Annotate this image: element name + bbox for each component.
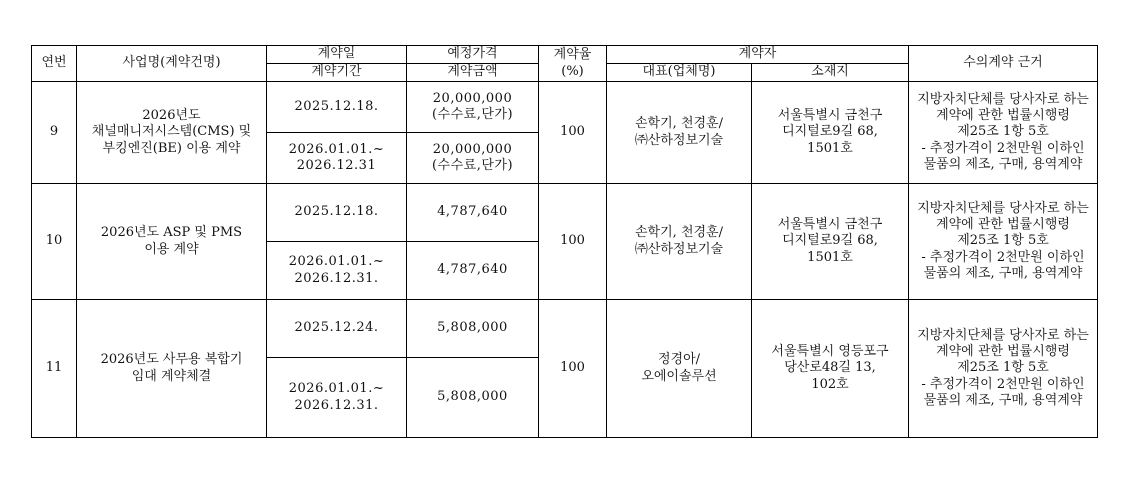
header-location: 소재지 — [752, 64, 909, 82]
row-rate: 100 — [539, 184, 607, 300]
row-no: 10 — [32, 184, 77, 300]
header-project: 사업명(계약건명) — [77, 46, 267, 82]
header-rate: 계약율 (%) — [539, 46, 607, 82]
row-location: 서울특별시 금천구 디지털로9길 68, 1501호 — [752, 82, 909, 184]
row-no: 11 — [32, 300, 77, 438]
row-project: 2026년도 ASP 및 PMS 이용 계약 — [77, 184, 267, 300]
contract-table — [31, 45, 1098, 438]
row-period: 2026.01.01.~ 2026.12.31. — [267, 358, 407, 438]
row-basis: 지방자치단체를 당사자로 하는 계약에 관한 법률시행령 제25조 1항 5호 - 추정가격이 2천만원 이하인 물품의 제조, 구매, 용역계약 — [909, 300, 1098, 438]
row-rep: 정경아/ 오에이솔루션 — [607, 300, 752, 438]
row-contract-date: 2025.12.18. — [267, 82, 407, 133]
row-rate: 100 — [539, 82, 607, 184]
row-basis: 지방자치단체를 당사자로 하는 계약에 관한 법률시행령 제25조 1항 5호 - 추정가격이 2천만원 이하인 물품의 제조, 구매, 용역계약 — [909, 82, 1098, 184]
header-est-price: 예정가격 — [407, 46, 539, 64]
header-contract-amount: 계약금액 — [407, 64, 539, 82]
header-contract-period: 계약기간 — [267, 64, 407, 82]
row-project: 2026년도 사무용 복합기 임대 계약체결 — [77, 300, 267, 438]
row-period: 2026.01.01.~ 2026.12.31. — [267, 242, 407, 300]
row-contract-date: 2025.12.18. — [267, 184, 407, 242]
row-contract-date: 2025.12.24. — [267, 300, 407, 358]
row-amount: 20,000,000 (수수료,단가) — [407, 133, 539, 184]
row-est-price: 20,000,000 (수수료,단가) — [407, 82, 539, 133]
row-basis: 지방자치단체를 당사자로 하는 계약에 관한 법률시행령 제25조 1항 5호 - 추정가격이 2천만원 이하인 물품의 제조, 구매, 용역계약 — [909, 184, 1098, 300]
table-row — [32, 300, 1098, 358]
row-period: 2026.01.01.~ 2026.12.31 — [267, 133, 407, 184]
row-location: 서울특별시 영등포구 당산로48길 13, 102호 — [752, 300, 909, 438]
row-rep: 손학기, 천경훈/ ㈜산하정보기술 — [607, 184, 752, 300]
row-amount: 5,808,000 — [407, 358, 539, 438]
row-rate: 100 — [539, 300, 607, 438]
row-location: 서울특별시 금천구 디지털로9길 68, 1501호 — [752, 184, 909, 300]
row-amount: 4,787,640 — [407, 242, 539, 300]
header-contractor: 계약자 — [607, 46, 909, 64]
header-basis: 수의계약 근거 — [909, 46, 1098, 82]
row-rep: 손학기, 천경훈/ ㈜산하정보기술 — [607, 82, 752, 184]
row-project: 2026년도 채널매니저시스템(CMS) 및 부킹엔진(BE) 이용 계약 — [77, 82, 267, 184]
table-row — [32, 82, 1098, 133]
header-no: 연번 — [32, 46, 77, 82]
row-no: 9 — [32, 82, 77, 184]
table-row — [32, 184, 1098, 242]
row-est-price: 4,787,640 — [407, 184, 539, 242]
row-est-price: 5,808,000 — [407, 300, 539, 358]
header-rep: 대표(업체명) — [607, 64, 752, 82]
header-contract-date: 계약일 — [267, 46, 407, 64]
